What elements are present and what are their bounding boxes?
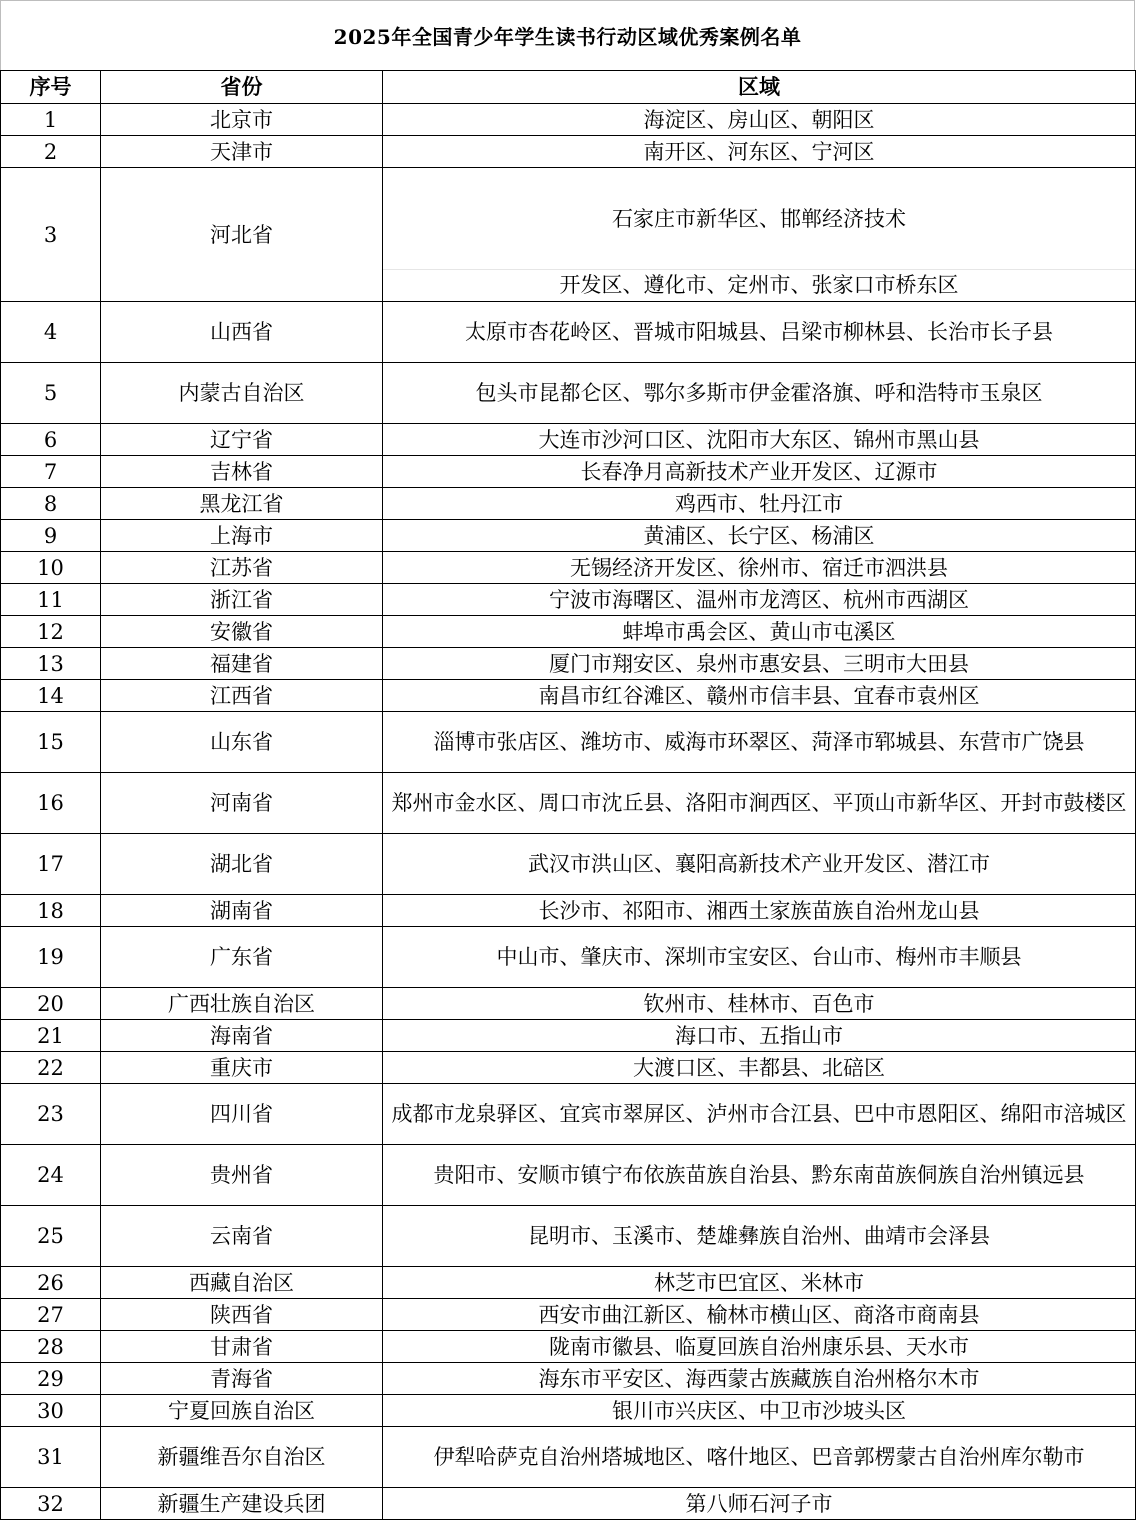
cell-index: 18	[1, 895, 101, 927]
cell-province: 陕西省	[101, 1299, 383, 1331]
cell-index: 17	[1, 834, 101, 895]
table-row	[1, 927, 1136, 988]
table-row	[1, 1020, 1136, 1052]
table-row	[1, 1145, 1136, 1206]
cell-province: 湖北省	[101, 834, 383, 895]
cell-province: 重庆市	[101, 1052, 383, 1084]
cell-province: 浙江省	[101, 584, 383, 616]
table-row	[1, 616, 1136, 648]
cell-index: 8	[1, 488, 101, 520]
cell-region: 淄博市张店区、潍坊市、威海市环翠区、菏泽市郓城县、东营市广饶县	[383, 712, 1136, 773]
table-row	[1, 1331, 1136, 1363]
table-row	[1, 424, 1136, 456]
cell-index: 13	[1, 648, 101, 680]
cell-province: 新疆生产建设兵团	[101, 1488, 383, 1520]
cell-index: 1	[1, 104, 101, 136]
table-row	[1, 1084, 1136, 1145]
cell-region: 长沙市、祁阳市、湘西土家族苗族自治州龙山县	[383, 895, 1136, 927]
cell-index: 21	[1, 1020, 101, 1052]
cell-region: 宁波市海曙区、温州市龙湾区、杭州市西湖区	[383, 584, 1136, 616]
cell-region: 鸡西市、牡丹江市	[383, 488, 1136, 520]
cell-region: 钦州市、桂林市、百色市	[383, 988, 1136, 1020]
table-row	[1, 895, 1136, 927]
table-row	[1, 1299, 1136, 1331]
table-row	[1, 834, 1136, 895]
cell-region: 郑州市金水区、周口市沈丘县、洛阳市涧西区、平顶山市新华区、开封市鼓楼区	[383, 773, 1136, 834]
table-row	[1, 1267, 1136, 1299]
cell-province: 安徽省	[101, 616, 383, 648]
table-row	[1, 584, 1136, 616]
cell-index: 32	[1, 1488, 101, 1520]
cell-region: 西安市曲江新区、榆林市横山区、商洛市商南县	[383, 1299, 1136, 1331]
table-row	[1, 680, 1136, 712]
table-row	[1, 363, 1136, 424]
table-row	[1, 1488, 1136, 1520]
cell-region: 大连市沙河口区、沈阳市大东区、锦州市黑山县	[383, 424, 1136, 456]
cell-region-line: 开发区、遵化市、定州市、张家口市桥东区	[559, 273, 959, 297]
cell-province: 山西省	[101, 302, 383, 363]
cell-region: 黄浦区、长宁区、杨浦区	[383, 520, 1136, 552]
cell-region: 陇南市徽县、临夏回族自治州康乐县、天水市	[383, 1331, 1136, 1363]
cell-province: 福建省	[101, 648, 383, 680]
table-row	[1, 1395, 1136, 1427]
cell-index: 9	[1, 520, 101, 552]
cell-region: 南昌市红谷滩区、赣州市信丰县、宜春市袁州区	[383, 680, 1136, 712]
table-row	[1, 168, 1136, 302]
table-row	[1, 104, 1136, 136]
table-row	[1, 1427, 1136, 1488]
table-row	[1, 488, 1136, 520]
case-list-table	[0, 70, 1136, 1520]
table-row	[1, 1052, 1136, 1084]
cell-province: 海南省	[101, 1020, 383, 1052]
cell-index: 6	[1, 424, 101, 456]
table-row	[1, 1206, 1136, 1267]
cell-index: 28	[1, 1331, 101, 1363]
cell-region: 蚌埠市禹会区、黄山市屯溪区	[383, 616, 1136, 648]
cell-index: 24	[1, 1145, 101, 1206]
cell-region: 伊犁哈萨克自治州塔城地区、喀什地区、巴音郭楞蒙古自治州库尔勒市	[383, 1427, 1136, 1488]
cell-index: 31	[1, 1427, 101, 1488]
cell-province: 河南省	[101, 773, 383, 834]
cell-index: 30	[1, 1395, 101, 1427]
cell-index: 3	[1, 168, 101, 302]
cell-index: 2	[1, 136, 101, 168]
table-row	[1, 1363, 1136, 1395]
cell-province: 贵州省	[101, 1145, 383, 1206]
cell-index: 19	[1, 927, 101, 988]
cell-index: 11	[1, 584, 101, 616]
cell-province: 甘肃省	[101, 1331, 383, 1363]
cell-province: 云南省	[101, 1206, 383, 1267]
cell-index: 22	[1, 1052, 101, 1084]
cell-region: 无锡经济开发区、徐州市、宿迁市泗洪县	[383, 552, 1136, 584]
cell-region: 厦门市翔安区、泉州市惠安县、三明市大田县	[383, 648, 1136, 680]
cell-province: 北京市	[101, 104, 383, 136]
cell-province: 天津市	[101, 136, 383, 168]
table-row	[1, 712, 1136, 773]
cell-province: 山东省	[101, 712, 383, 773]
cell-province: 湖南省	[101, 895, 383, 927]
cell-province: 江西省	[101, 680, 383, 712]
cell-index: 23	[1, 1084, 101, 1145]
table-row	[1, 773, 1136, 834]
cell-index: 10	[1, 552, 101, 584]
cell-index: 5	[1, 363, 101, 424]
cell-index: 16	[1, 773, 101, 834]
cell-region: 海淀区、房山区、朝阳区	[383, 104, 1136, 136]
table-row	[1, 136, 1136, 168]
cell-province: 广西壮族自治区	[101, 988, 383, 1020]
cell-province: 黑龙江省	[101, 488, 383, 520]
table-row	[1, 456, 1136, 488]
cell-region: 第八师石河子市	[383, 1488, 1136, 1520]
cell-index: 15	[1, 712, 101, 773]
cell-province: 宁夏回族自治区	[101, 1395, 383, 1427]
cell-province: 青海省	[101, 1363, 383, 1395]
page-title: 2025年全国青少年学生读书行动区域优秀案例名单	[0, 0, 1135, 70]
cell-index: 26	[1, 1267, 101, 1299]
header-region: 区域	[383, 71, 1136, 104]
cell-index: 27	[1, 1299, 101, 1331]
cell-region: 长春净月高新技术产业开发区、辽源市	[383, 456, 1136, 488]
cell-index: 25	[1, 1206, 101, 1267]
header-province: 省份	[101, 71, 383, 104]
table-header-row	[1, 71, 1136, 104]
cell-region: 海东市平安区、海西蒙古族藏族自治州格尔木市	[383, 1363, 1136, 1395]
cell-region	[383, 168, 1136, 302]
cell-region-line: 石家庄市新华区、邯郸经济技术	[383, 169, 1135, 270]
cell-region: 南开区、河东区、宁河区	[383, 136, 1136, 168]
cell-region: 成都市龙泉驿区、宜宾市翠屏区、泸州市合江县、巴中市恩阳区、绵阳市涪城区	[383, 1084, 1136, 1145]
cell-region: 林芝市巴宜区、米林市	[383, 1267, 1136, 1299]
cell-index: 29	[1, 1363, 101, 1395]
cell-region: 大渡口区、丰都县、北碚区	[383, 1052, 1136, 1084]
cell-province: 内蒙古自治区	[101, 363, 383, 424]
cell-region: 武汉市洪山区、襄阳高新技术产业开发区、潜江市	[383, 834, 1136, 895]
cell-region: 包头市昆都仑区、鄂尔多斯市伊金霍洛旗、呼和浩特市玉泉区	[383, 363, 1136, 424]
cell-index: 14	[1, 680, 101, 712]
cell-province: 四川省	[101, 1084, 383, 1145]
cell-province: 新疆维吾尔自治区	[101, 1427, 383, 1488]
cell-region: 太原市杏花岭区、晋城市阳城县、吕梁市柳林县、长治市长子县	[383, 302, 1136, 363]
cell-index: 4	[1, 302, 101, 363]
cell-index: 20	[1, 988, 101, 1020]
header-index: 序号	[1, 71, 101, 104]
cell-region: 银川市兴庆区、中卫市沙坡头区	[383, 1395, 1136, 1427]
cell-province: 西藏自治区	[101, 1267, 383, 1299]
cell-index: 7	[1, 456, 101, 488]
table-row	[1, 520, 1136, 552]
cell-region: 海口市、五指山市	[383, 1020, 1136, 1052]
table-body	[1, 104, 1136, 1520]
cell-region: 昆明市、玉溪市、楚雄彝族自治州、曲靖市会泽县	[383, 1206, 1136, 1267]
cell-province: 上海市	[101, 520, 383, 552]
cell-province: 辽宁省	[101, 424, 383, 456]
table-row	[1, 648, 1136, 680]
table-row	[1, 988, 1136, 1020]
cell-index: 12	[1, 616, 101, 648]
cell-province: 河北省	[101, 168, 383, 302]
cell-region: 贵阳市、安顺市镇宁布依族苗族自治县、黔东南苗族侗族自治州镇远县	[383, 1145, 1136, 1206]
table-row	[1, 302, 1136, 363]
cell-province: 广东省	[101, 927, 383, 988]
table-row	[1, 552, 1136, 584]
cell-region: 中山市、肇庆市、深圳市宝安区、台山市、梅州市丰顺县	[383, 927, 1136, 988]
cell-province: 江苏省	[101, 552, 383, 584]
cell-province: 吉林省	[101, 456, 383, 488]
